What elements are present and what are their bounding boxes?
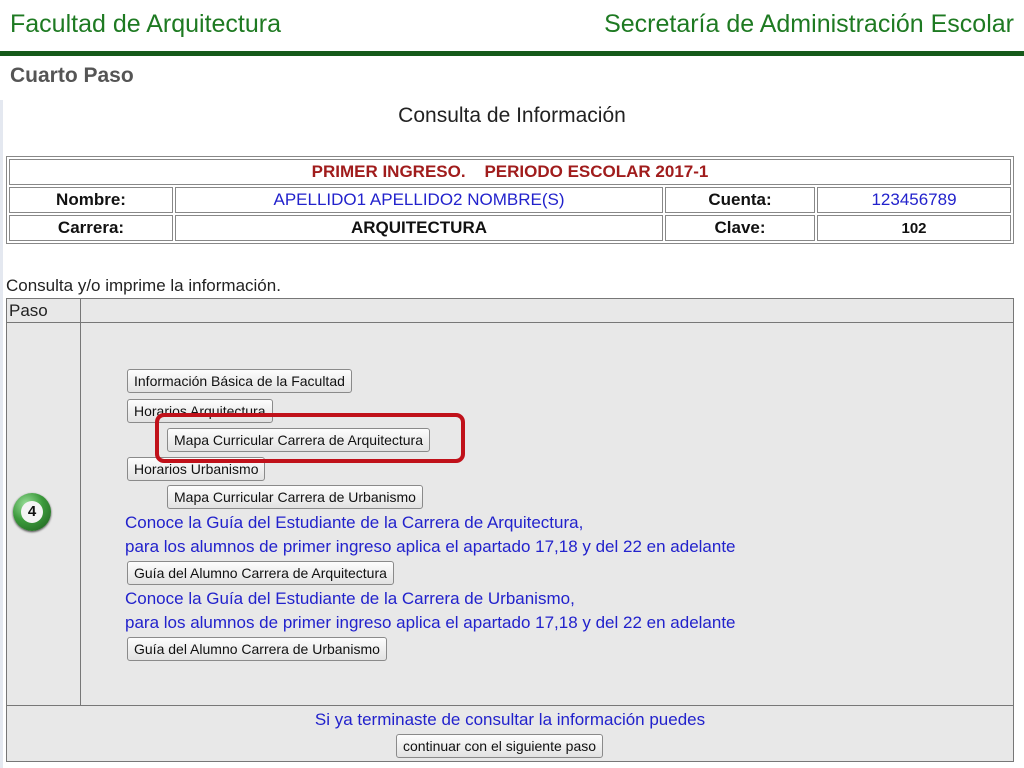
- horarios-urbanismo-button[interactable]: Horarios Urbanismo: [127, 457, 265, 481]
- student-info-table: [6, 156, 1014, 244]
- secretariat-title: Secretaría de Administración Escolar: [604, 10, 1014, 38]
- step-content: [81, 323, 1013, 705]
- page-title: Consulta de Información: [398, 104, 626, 127]
- step-number-badge-icon: [13, 493, 51, 531]
- horarios-arquitectura-button[interactable]: Horarios Arquitectura: [127, 399, 273, 423]
- cuenta-label: Cuenta:: [665, 187, 815, 213]
- guia-arquitectura-text-2: para los alumnos de primer ingreso aplica el apartado 17,18 y del 22 en adelante: [125, 537, 736, 556]
- step-number: 4: [21, 501, 43, 523]
- consulta-note: Consulta y/o imprime la información.: [6, 276, 281, 295]
- step-table: [6, 298, 1014, 762]
- clave-label: Clave:: [665, 215, 815, 241]
- footer-row: [7, 705, 1013, 761]
- carrera-label: Carrera:: [9, 215, 173, 241]
- period-header: PRIMER INGRESO. PERIODO ESCOLAR 2017-1: [9, 159, 1011, 185]
- mapa-curricular-arquitectura-button[interactable]: Mapa Curricular Carrera de Arquitectura: [167, 428, 430, 452]
- step-label: Cuarto Paso: [10, 64, 134, 87]
- info-basica-button[interactable]: Información Básica de la Facultad: [127, 369, 352, 393]
- nombre-value: APELLIDO1 APELLIDO2 NOMBRE(S): [175, 187, 663, 213]
- footer-text: Si ya terminaste de consultar la información puedes: [314, 710, 706, 729]
- left-edge-strip: [0, 100, 3, 768]
- nombre-label: Nombre:: [9, 187, 173, 213]
- guia-arquitectura-text-1: Conoce la Guía del Estudiante de la Carrera de Arquitectura,: [125, 513, 584, 532]
- clave-value: 102: [817, 215, 1011, 241]
- cuenta-value: 123456789: [817, 187, 1011, 213]
- carrera-value: ARQUITECTURA: [175, 215, 663, 241]
- highlight-annotation: [155, 413, 465, 463]
- faculty-title: Facultad de Arquitectura: [10, 10, 281, 38]
- header-divider: [0, 51, 1024, 56]
- guia-urbanismo-text-2: para los alumnos de primer ingreso aplica el apartado 17,18 y del 22 en adelante: [125, 613, 736, 632]
- mapa-curricular-urbanismo-button[interactable]: Mapa Curricular Carrera de Urbanismo: [167, 485, 423, 509]
- continue-button[interactable]: continuar con el siguiente paso: [396, 734, 603, 758]
- step-column: [7, 323, 81, 705]
- paso-header-spacer: [81, 299, 1013, 323]
- guia-alumno-urbanismo-button[interactable]: Guía del Alumno Carrera de Urbanismo: [127, 637, 387, 661]
- guia-urbanismo-text-1: Conoce la Guía del Estudiante de la Carrera de Urbanismo,: [125, 589, 575, 608]
- guia-alumno-arquitectura-button[interactable]: Guía del Alumno Carrera de Arquitectura: [127, 561, 394, 585]
- paso-header: Paso: [7, 299, 81, 323]
